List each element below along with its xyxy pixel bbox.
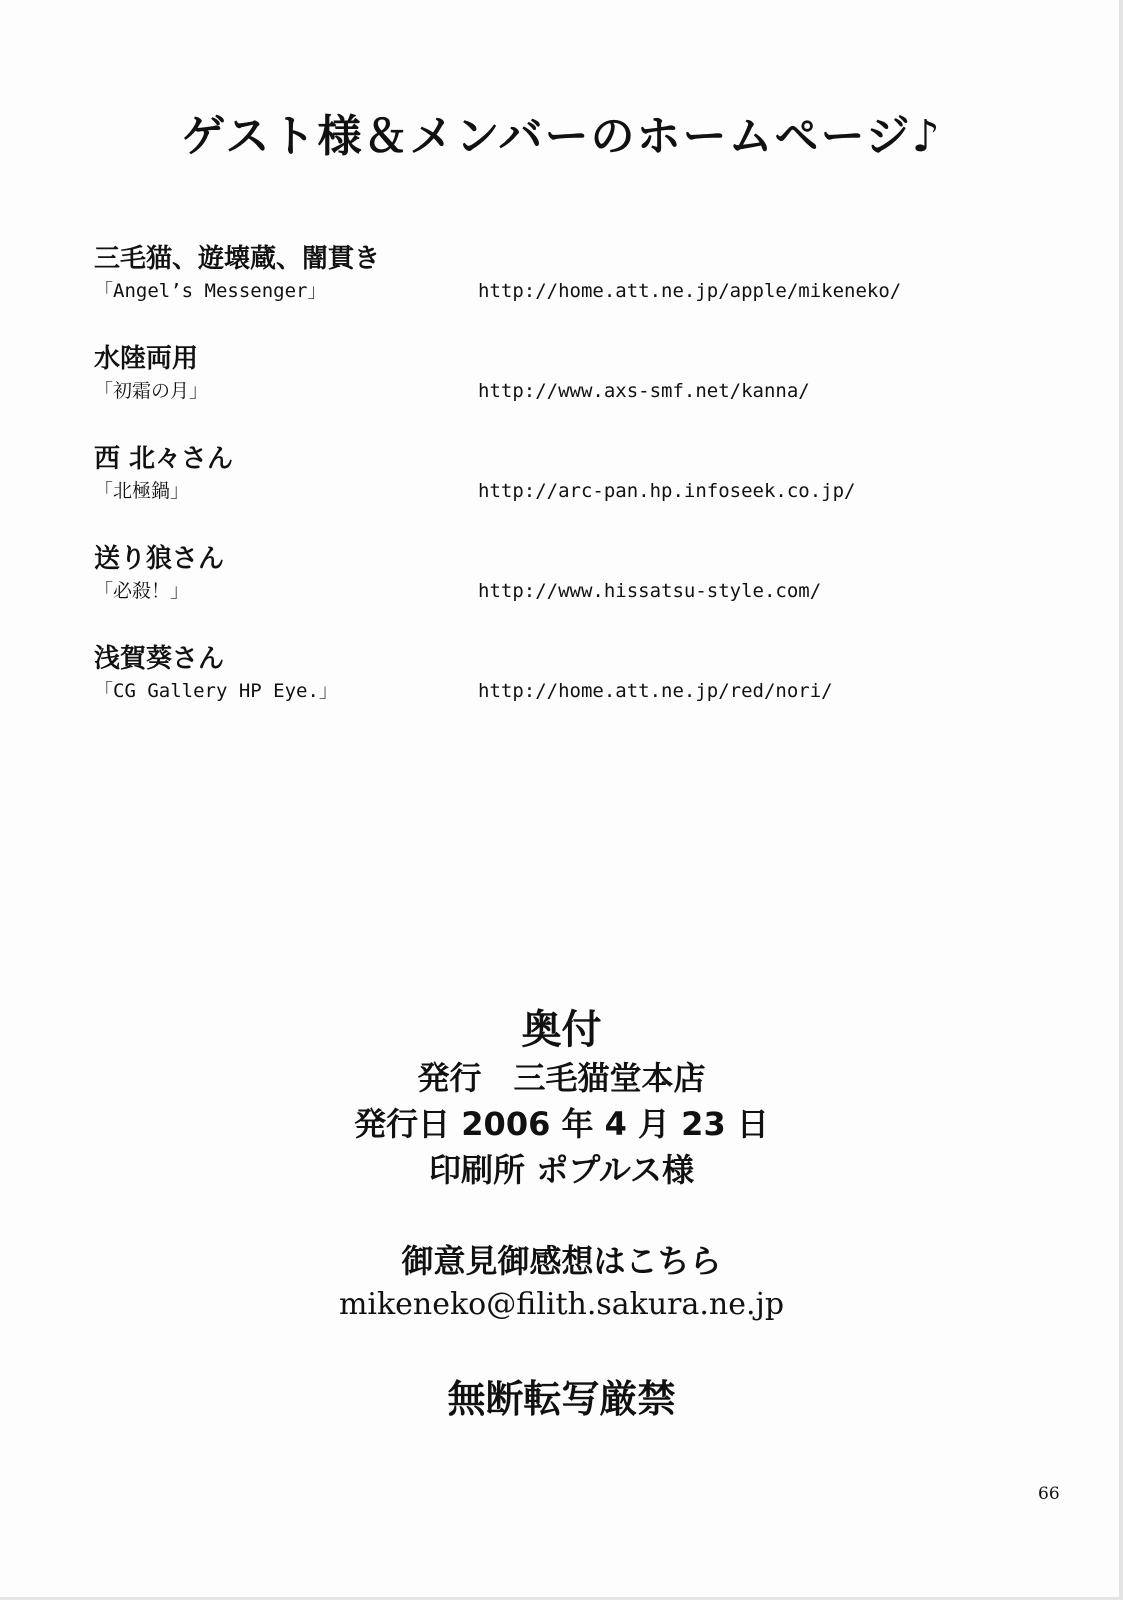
site-title: 「初霜の月」 (94, 380, 209, 402)
list-item (94, 442, 1054, 542)
contact-email: mikeneko@filith.sakura.ne.jp (338, 1287, 785, 1322)
member-name: 水陸両用 (94, 344, 199, 374)
feedback-section (0, 1240, 1123, 1328)
list-item (94, 542, 1054, 642)
site-title: 「Angel’s Messenger」 (94, 280, 327, 302)
member-name: 浅賀葵さん (94, 644, 225, 674)
member-name: 送り狼さん (94, 544, 225, 574)
colophon (0, 1005, 1123, 1193)
site-title: 「必殺！」 (94, 580, 190, 602)
site-url: http://home.att.ne.jp/red/nori/ (478, 680, 833, 702)
site-title: 「CG Gallery HP Eye.」 (94, 680, 338, 702)
list-item (94, 342, 1054, 442)
member-name: 西 北々さん (94, 444, 234, 474)
page-title: ゲスト様＆メンバーのホームページ♪ (181, 111, 942, 162)
scan-edge-right (1119, 0, 1123, 1600)
feedback-heading: 御意見御感想はこちら (401, 1242, 722, 1280)
homepage-list (94, 242, 1054, 742)
site-title: 「北極鍋」 (94, 480, 190, 502)
site-url: http://home.att.ne.jp/apple/mikeneko/ (478, 280, 902, 302)
entry-row (94, 378, 1054, 404)
printer-line: 印刷所 ポプルス様 (429, 1151, 694, 1189)
entry-row (94, 678, 1054, 704)
entry-row (94, 578, 1054, 604)
entry-row (94, 278, 1054, 304)
site-url: http://arc-pan.hp.infoseek.co.jp/ (478, 480, 856, 502)
publish-date-line: 発行日 2006 年 4 月 23 日 (354, 1105, 769, 1143)
colophon-heading: 奥付 (521, 1007, 602, 1053)
copyright-notice: 無断転写厳禁 (447, 1377, 676, 1421)
list-item (94, 242, 1054, 342)
site-url: http://www.axs-smf.net/kanna/ (478, 380, 810, 402)
page-number: 66 (1038, 1484, 1060, 1504)
list-item (94, 642, 1054, 742)
member-name: 三毛猫、遊壊蔵、闇貫き (94, 244, 381, 274)
publisher-line: 発行 三毛猫堂本店 (417, 1059, 706, 1097)
entry-row (94, 478, 1054, 504)
site-url: http://www.hissatsu-style.com/ (478, 580, 822, 602)
